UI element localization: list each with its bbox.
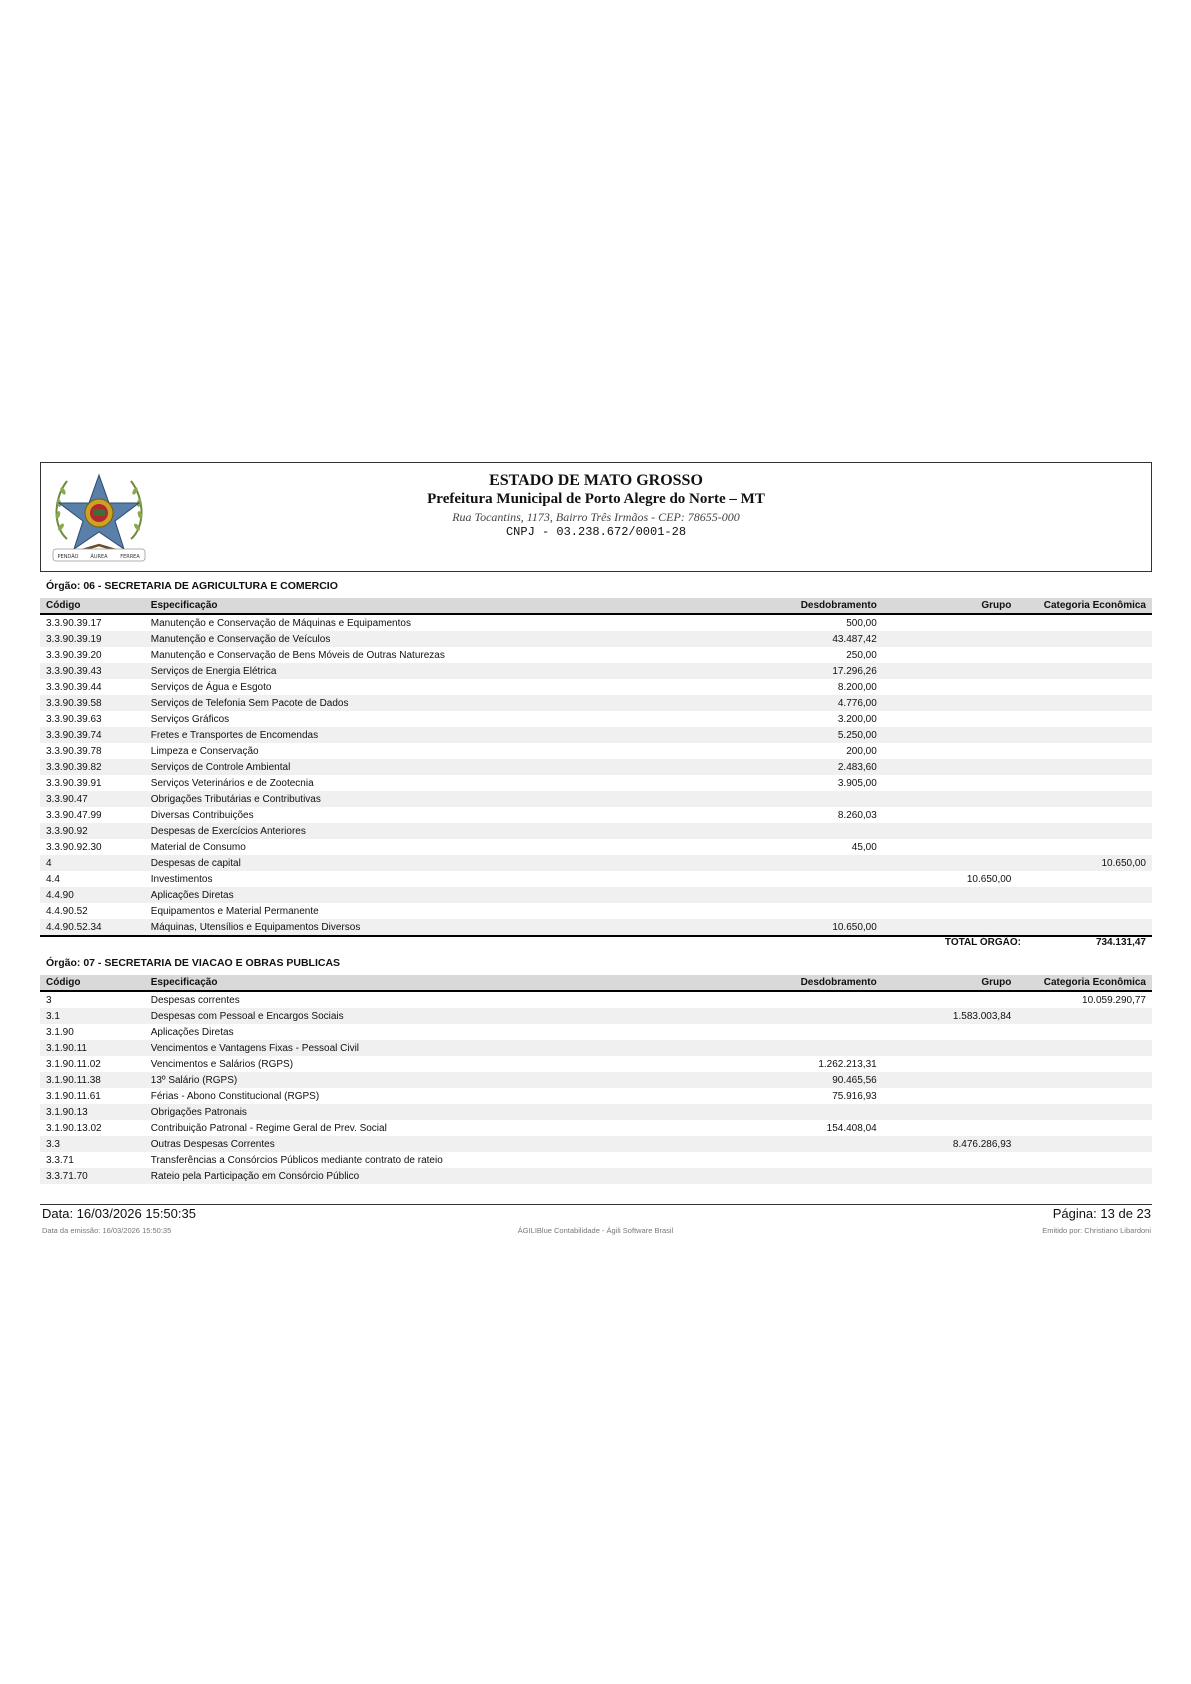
cell-codigo: 3.1.90.11.38 bbox=[40, 1072, 145, 1088]
cell-categoria bbox=[1017, 839, 1152, 855]
cell-codigo: 3.3.90.39.20 bbox=[46, 649, 102, 661]
table-row bbox=[40, 1120, 1152, 1136]
cell-especificacao: Aplicações Diretas bbox=[145, 887, 753, 903]
table-row bbox=[40, 1088, 1152, 1104]
cell-desdobramento bbox=[753, 991, 883, 1008]
cell-desdobramento: 2.483,60 bbox=[753, 759, 883, 775]
cell-desdobramento bbox=[753, 1136, 883, 1152]
table-row bbox=[40, 839, 1152, 855]
cell-codigo: 3.3.71.70 bbox=[40, 1168, 145, 1184]
cell-categoria bbox=[1017, 711, 1152, 727]
cell-especificacao: Transferências a Consórcios Públicos mediante contrato de rateio bbox=[150, 1154, 443, 1166]
cell-categoria bbox=[1017, 1008, 1152, 1024]
cell-grupo bbox=[883, 727, 1018, 743]
cell-grupo bbox=[883, 839, 1018, 855]
table-row bbox=[40, 775, 1152, 791]
cell-especificacao: Rateio pela Participação em Consórcio Público bbox=[145, 1168, 753, 1184]
table-row bbox=[40, 647, 1152, 663]
table-row bbox=[40, 1008, 1152, 1024]
cell-grupo bbox=[883, 631, 1018, 647]
cell-desdobramento: 5.250,00 bbox=[753, 727, 883, 743]
col-especificacao-header: Especificação bbox=[145, 598, 753, 614]
cell-grupo bbox=[883, 759, 1018, 775]
table-row bbox=[40, 663, 1152, 679]
cell-especificacao: Vencimentos e Vantagens Fixas - Pessoal Civil bbox=[145, 1040, 753, 1056]
cell-categoria bbox=[1017, 919, 1152, 936]
cell-especificacao: Limpeza e Conservação bbox=[150, 745, 259, 757]
cell-grupo bbox=[883, 855, 1018, 871]
cell-grupo bbox=[883, 1120, 1018, 1136]
cell-grupo: 1.583.003,84 bbox=[883, 1008, 1018, 1024]
footer-emitted-by: Emitido por: Christiano Libardoni bbox=[1042, 1226, 1151, 1235]
table-row bbox=[40, 823, 1152, 839]
cell-grupo bbox=[883, 991, 1018, 1008]
cell-grupo bbox=[883, 711, 1018, 727]
table-row bbox=[40, 871, 1152, 887]
cell-grupo: 10.650,00 bbox=[966, 873, 1012, 885]
prefeitura-cnpj: CNPJ - 03.238.672/0001-28 bbox=[505, 525, 687, 539]
cell-especificacao: Serviços Veterinários e de Zootecnia bbox=[150, 777, 314, 789]
cell-grupo bbox=[883, 695, 1018, 711]
cell-categoria bbox=[1017, 1152, 1152, 1168]
footer-emission-date: Data da emissão: 16/03/2026 15:50:35 bbox=[42, 1226, 172, 1235]
cell-codigo: 3.1.90 bbox=[46, 1026, 74, 1038]
cell-especificacao: Vencimentos e Salários (RGPS) bbox=[150, 1058, 294, 1070]
table-row bbox=[40, 903, 1152, 919]
table-row bbox=[40, 1136, 1152, 1152]
total-orgao-value: 734.131,47 bbox=[1095, 937, 1146, 948]
cell-especificacao: Fretes e Transportes de Encomendas bbox=[145, 727, 753, 743]
footer-date: Data: 16/03/2026 15:50:35 bbox=[42, 1206, 196, 1221]
col-desdobramento-header: Desdobramento bbox=[753, 598, 883, 614]
cell-desdobramento: 8.260,03 bbox=[837, 809, 877, 821]
cell-desdobramento bbox=[753, 855, 883, 871]
cell-codigo: 3.3 bbox=[40, 1136, 145, 1152]
state-name: ESTADO DE MATO GROSSO bbox=[489, 472, 703, 489]
cell-desdobramento bbox=[753, 871, 883, 887]
cell-desdobramento: 500,00 bbox=[846, 617, 877, 629]
cell-desdobramento bbox=[753, 1024, 883, 1040]
col-grupo-header: Grupo bbox=[883, 975, 1018, 991]
cell-grupo bbox=[883, 647, 1018, 663]
cell-desdobramento bbox=[753, 903, 883, 919]
cell-codigo: 4.4.90.52.34 bbox=[40, 919, 145, 936]
table-row bbox=[40, 807, 1152, 823]
cell-grupo bbox=[883, 919, 1018, 936]
footer-divider bbox=[40, 1204, 1152, 1205]
cell-codigo: 3.3.90.39.58 bbox=[40, 695, 145, 711]
table-row bbox=[40, 614, 1152, 631]
cell-grupo bbox=[883, 775, 1018, 791]
cell-categoria bbox=[1017, 614, 1152, 631]
table-header-row bbox=[40, 975, 1152, 991]
cell-grupo bbox=[883, 663, 1018, 679]
table-row bbox=[40, 1024, 1152, 1040]
cell-codigo: 3.3.71 bbox=[46, 1154, 74, 1166]
table-header-row bbox=[40, 598, 1152, 614]
table-row bbox=[40, 1152, 1152, 1168]
header-text-block bbox=[41, 471, 1151, 540]
cell-codigo: 3.3.90.39.17 bbox=[46, 617, 102, 629]
orgao-06-total bbox=[40, 937, 1152, 951]
cell-categoria bbox=[1017, 1024, 1152, 1040]
col-categoria-header: Categoria Econômica bbox=[1017, 598, 1152, 614]
cell-desdobramento bbox=[753, 1008, 883, 1024]
table-row bbox=[40, 1040, 1152, 1056]
table-row bbox=[40, 711, 1152, 727]
cell-desdobramento: 43.487,42 bbox=[753, 631, 883, 647]
cell-desdobramento: 200,00 bbox=[846, 745, 877, 757]
cell-categoria bbox=[1017, 1120, 1152, 1136]
cell-especificacao: Diversas Contribuições bbox=[150, 809, 254, 821]
cell-grupo bbox=[883, 1072, 1018, 1088]
cell-especificacao: Férias - Abono Constitucional (RGPS) bbox=[150, 1090, 320, 1102]
cell-codigo: 3.1.90.13.02 bbox=[46, 1122, 102, 1134]
cell-categoria bbox=[1017, 1104, 1152, 1120]
cell-codigo: 4.4.90 bbox=[40, 887, 145, 903]
col-grupo-header: Grupo bbox=[883, 598, 1018, 614]
orgao-07-title: Órgão: 07 - SECRETARIA DE VIACAO E OBRAS PUBLICAS bbox=[46, 957, 341, 969]
cell-desdobramento: 250,00 bbox=[846, 649, 877, 661]
cell-desdobramento: 154.408,04 bbox=[826, 1122, 877, 1134]
cell-desdobramento: 17.296,26 bbox=[753, 663, 883, 679]
prefeitura-name: Prefeitura Municipal de Porto Alegre do Norte – MT bbox=[427, 491, 765, 507]
cell-codigo: 4.4 bbox=[46, 873, 60, 885]
cell-codigo: 3.1.90.13 bbox=[40, 1104, 145, 1120]
table-row bbox=[40, 631, 1152, 647]
logo-motto-1: PENDÃO bbox=[57, 554, 79, 560]
cell-categoria bbox=[1017, 647, 1152, 663]
cell-desdobramento bbox=[753, 791, 883, 807]
report-header bbox=[40, 462, 1152, 572]
table-row bbox=[40, 887, 1152, 903]
footer-software: ÁGILIBlue Contabilidade - Ágili Software Brasil bbox=[517, 1226, 674, 1235]
cell-especificacao: Material de Consumo bbox=[150, 841, 246, 853]
cell-especificacao: Serviços de Energia Elétrica bbox=[145, 663, 753, 679]
cell-grupo bbox=[883, 614, 1018, 631]
prefeitura-address: Rua Tocantins, 1173, Bairro Três Irmãos - CEP: 78655-000 bbox=[452, 510, 740, 524]
cell-especificacao: Manutenção e Conservação de Máquinas e Equipamentos bbox=[150, 617, 411, 629]
cell-desdobramento: 90.465,56 bbox=[753, 1072, 883, 1088]
cell-especificacao: Serviços Gráficos bbox=[150, 713, 230, 725]
cell-desdobramento bbox=[753, 887, 883, 903]
cell-codigo: 3.1.90.11.61 bbox=[46, 1090, 101, 1102]
cell-grupo bbox=[883, 679, 1018, 695]
cell-especificacao: Serviços de Controle Ambiental bbox=[145, 759, 753, 775]
cell-categoria bbox=[1017, 775, 1152, 791]
cell-especificacao: Obrigações Tributárias e Contributivas bbox=[145, 791, 753, 807]
table-row bbox=[40, 1072, 1152, 1088]
cell-desdobramento: 8.200,00 bbox=[837, 681, 877, 693]
cell-grupo bbox=[883, 1088, 1018, 1104]
cell-desdobramento: 4.776,00 bbox=[753, 695, 883, 711]
cell-grupo bbox=[883, 903, 1018, 919]
cell-grupo bbox=[883, 1168, 1018, 1184]
cell-especificacao: Manutenção e Conservação de Bens Móveis de Outras Naturezas bbox=[150, 649, 445, 661]
cell-categoria bbox=[1017, 1168, 1152, 1184]
cell-codigo: 3.3.90.39.91 bbox=[46, 777, 102, 789]
cell-categoria bbox=[1017, 807, 1152, 823]
table-row bbox=[40, 759, 1152, 775]
cell-codigo: 3.3.90.47 bbox=[40, 791, 145, 807]
cell-categoria bbox=[1017, 1056, 1152, 1072]
table-row bbox=[40, 727, 1152, 743]
col-desdobramento-header: Desdobramento bbox=[753, 975, 883, 991]
cell-categoria bbox=[1017, 887, 1152, 903]
cell-codigo: 3.1.90.11 bbox=[40, 1040, 145, 1056]
cell-especificacao: Despesas de capital bbox=[145, 855, 753, 871]
cell-grupo bbox=[883, 807, 1018, 823]
cell-grupo bbox=[883, 1104, 1018, 1120]
table-row bbox=[40, 1168, 1152, 1184]
table-row bbox=[40, 791, 1152, 807]
cell-categoria bbox=[1017, 695, 1152, 711]
cell-grupo bbox=[883, 823, 1018, 839]
cell-grupo bbox=[883, 1024, 1018, 1040]
orgao-06-rows bbox=[40, 614, 1152, 936]
cell-especificacao: Obrigações Patronais bbox=[145, 1104, 753, 1120]
cell-categoria bbox=[1017, 1040, 1152, 1056]
cell-especificacao: Serviços de Água e Esgoto bbox=[150, 681, 272, 693]
orgao-07-rows bbox=[40, 991, 1152, 1184]
cell-categoria bbox=[1017, 663, 1152, 679]
cell-especificacao: Equipamentos e Material Permanente bbox=[150, 905, 319, 917]
col-codigo-header: Código bbox=[40, 598, 145, 614]
cell-desdobramento: 45,00 bbox=[851, 841, 877, 853]
cell-codigo: 4 bbox=[40, 855, 145, 871]
cell-grupo bbox=[883, 1040, 1018, 1056]
cell-categoria bbox=[1017, 791, 1152, 807]
cell-codigo: 3.3.90.92 bbox=[40, 823, 145, 839]
cell-especificacao: 13º Salário (RGPS) bbox=[145, 1072, 753, 1088]
total-orgao-label: TOTAL ÓRGÃO: bbox=[944, 937, 1021, 948]
cell-desdobramento bbox=[753, 1168, 883, 1184]
cell-grupo bbox=[883, 743, 1018, 759]
cell-categoria bbox=[1017, 727, 1152, 743]
cell-especificacao: Investimentos bbox=[150, 873, 213, 885]
cell-desdobramento: 1.262.213,31 bbox=[818, 1058, 877, 1070]
cell-especificacao: Despesas correntes bbox=[150, 994, 240, 1006]
table-row bbox=[40, 679, 1152, 695]
cell-especificacao: Despesas com Pessoal e Encargos Sociais bbox=[145, 1008, 753, 1024]
cell-codigo: 3.3.90.47.99 bbox=[46, 809, 102, 821]
cell-grupo: 8.476.286,93 bbox=[883, 1136, 1018, 1152]
cell-codigo: 4.4.90.52 bbox=[46, 905, 88, 917]
cell-codigo: 3.3.90.39.63 bbox=[46, 713, 102, 725]
cell-categoria: 10.650,00 bbox=[1017, 855, 1152, 871]
cell-desdobramento bbox=[753, 823, 883, 839]
cell-especificacao: Manutenção e Conservação de Veículos bbox=[145, 631, 753, 647]
cell-desdobramento: 75.916,93 bbox=[832, 1090, 877, 1102]
table-row bbox=[40, 743, 1152, 759]
orgao-06-table bbox=[40, 598, 1152, 937]
footer-page-number: Página: 13 de 23 bbox=[1052, 1206, 1151, 1221]
cell-codigo: 3.3.90.39.78 bbox=[46, 745, 102, 757]
cell-desdobramento bbox=[753, 1104, 883, 1120]
cell-codigo: 3.3.90.39.44 bbox=[46, 681, 102, 693]
cell-codigo: 3.3.90.39.19 bbox=[40, 631, 145, 647]
table-row bbox=[40, 1056, 1152, 1072]
table-row bbox=[40, 695, 1152, 711]
cell-desdobramento bbox=[753, 1040, 883, 1056]
table-row bbox=[40, 919, 1152, 936]
cell-codigo: 3.3.90.39.82 bbox=[40, 759, 145, 775]
cell-especificacao: Serviços de Telefonia Sem Pacote de Dados bbox=[145, 695, 753, 711]
cell-grupo bbox=[883, 1056, 1018, 1072]
cell-categoria: 10.059.290,77 bbox=[1082, 994, 1146, 1006]
cell-desdobramento bbox=[753, 1152, 883, 1168]
orgao-07-table bbox=[40, 975, 1152, 1184]
cell-categoria bbox=[1017, 871, 1152, 887]
cell-codigo: 3 bbox=[46, 994, 52, 1006]
cell-especificacao: Aplicações Diretas bbox=[150, 1026, 234, 1038]
cell-especificacao: Máquinas, Utensílios e Equipamentos Diversos bbox=[145, 919, 753, 936]
col-codigo-header: Código bbox=[40, 975, 145, 991]
cell-categoria bbox=[1017, 823, 1152, 839]
cell-especificacao: Outras Despesas Correntes bbox=[145, 1136, 753, 1152]
cell-categoria bbox=[1017, 1136, 1152, 1152]
cell-grupo bbox=[883, 791, 1018, 807]
cell-especificacao: Contribuição Patronal - Regime Geral de Prev. Social bbox=[150, 1122, 387, 1134]
orgao-06-title: Órgão: 06 - SECRETARIA DE AGRICULTURA E COMERCIO bbox=[46, 580, 338, 592]
cell-categoria bbox=[1017, 743, 1152, 759]
cell-desdobramento: 3.200,00 bbox=[837, 713, 877, 725]
cell-desdobramento: 3.905,00 bbox=[837, 777, 877, 789]
cell-desdobramento: 10.650,00 bbox=[753, 919, 883, 936]
cell-codigo: 3.3.90.92.30 bbox=[46, 841, 102, 853]
cell-categoria bbox=[1017, 759, 1152, 775]
cell-codigo: 3.3.90.39.74 bbox=[40, 727, 145, 743]
logo-motto-2: ÁUREA bbox=[90, 554, 108, 560]
cell-codigo: 3.3.90.39.43 bbox=[40, 663, 145, 679]
table-row bbox=[40, 855, 1152, 871]
cell-grupo bbox=[883, 887, 1018, 903]
cell-codigo: 3.1 bbox=[40, 1008, 145, 1024]
cell-codigo: 3.1.90.11.02 bbox=[46, 1058, 101, 1070]
cell-categoria bbox=[1017, 903, 1152, 919]
cell-especificacao: Despesas de Exercícios Anteriores bbox=[145, 823, 753, 839]
table-row bbox=[40, 991, 1152, 1008]
col-especificacao-header: Especificação bbox=[145, 975, 753, 991]
logo-motto-3: FERREA bbox=[120, 554, 140, 560]
cell-grupo bbox=[883, 1152, 1018, 1168]
cell-categoria bbox=[1017, 1088, 1152, 1104]
cell-categoria bbox=[1017, 1072, 1152, 1088]
table-row bbox=[40, 1104, 1152, 1120]
cell-categoria bbox=[1017, 679, 1152, 695]
col-categoria-header: Categoria Econômica bbox=[1017, 975, 1152, 991]
cell-categoria bbox=[1017, 631, 1152, 647]
